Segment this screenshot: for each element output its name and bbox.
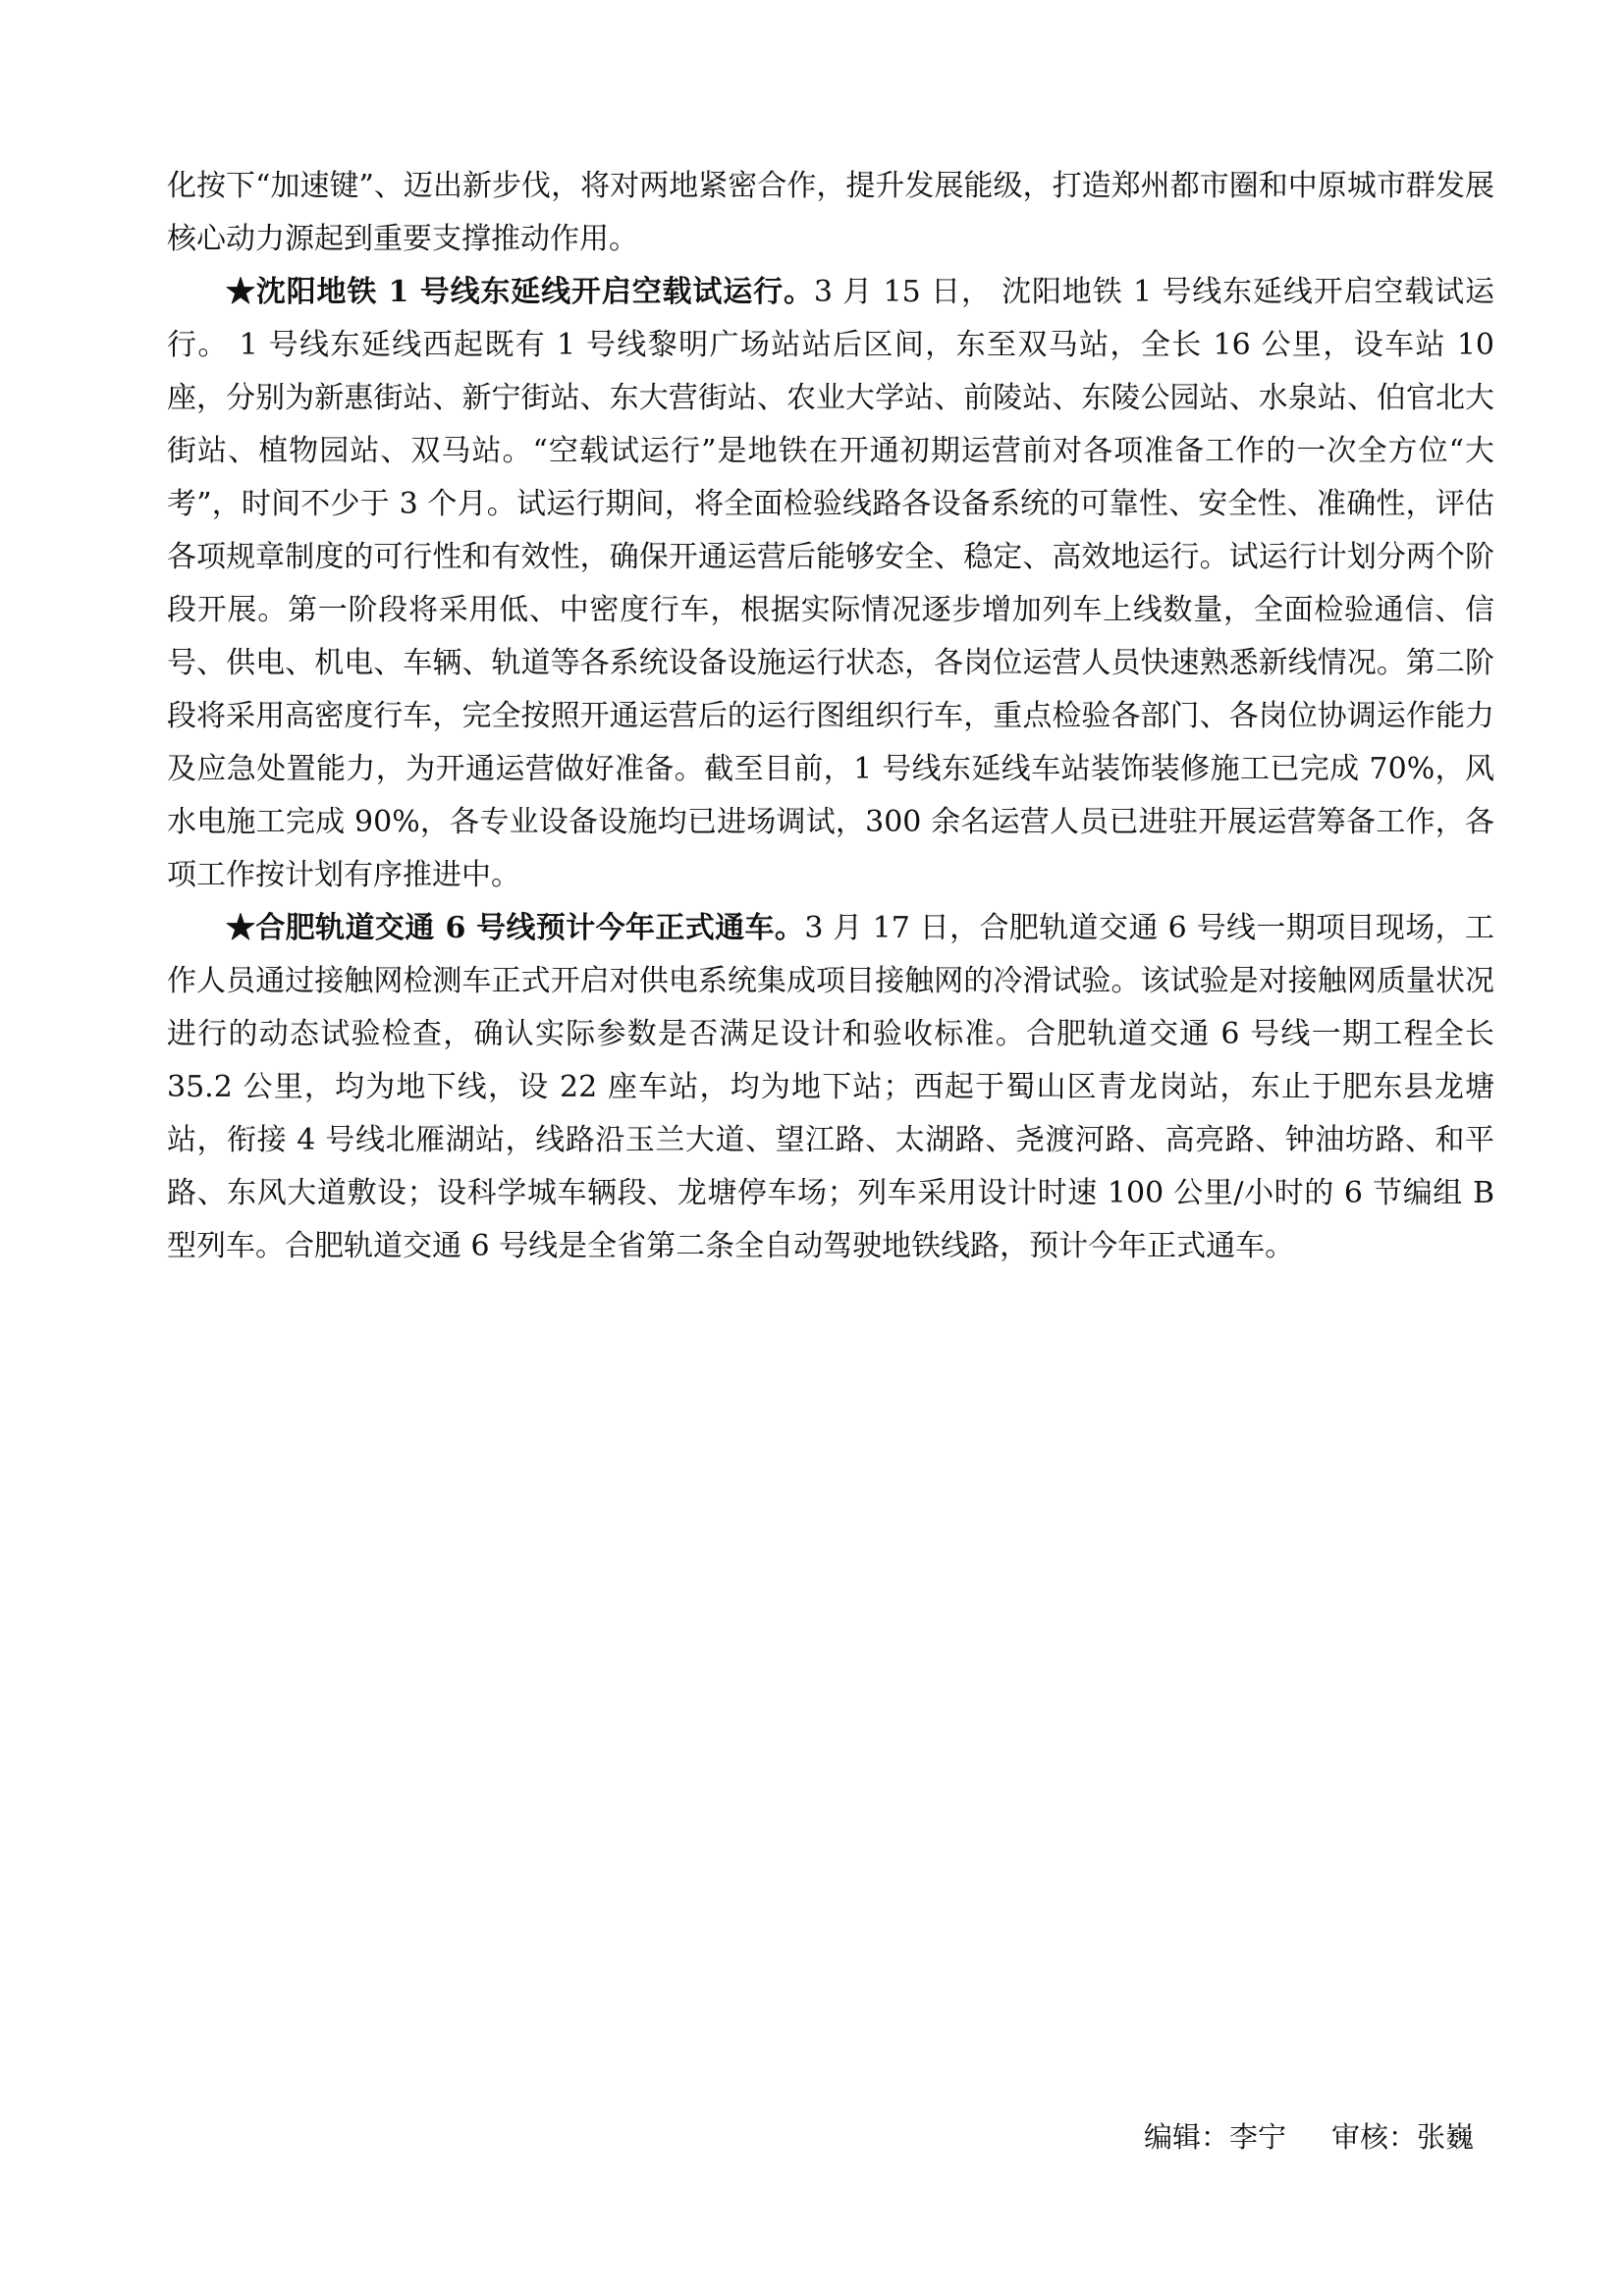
news-body: 3 月 17 日，合肥轨道交通 6 号线一期项目现场，工作人员通过接触网检测车正式开启对供电系统集成项目接触网的冷滑试验。该试验是对接触网质量状况进行的动态试验检查，确认实际参数是否满足设计和验收标准。合肥轨道交通 6 号线一期工程全长 35.2 公里，均为地下线，设 22 座车站，均为地下站；西起于蜀山区青龙岗站，东止于肥东县龙塘站，衔接 4 号线北雁湖站，线路沿玉兰大道、望江路、太湖路、尧渡河路、高亮路、钟油坊路、和平路、东风大道敷设；设科学城车辆段、龙塘停车场；列车采用设计时速 100 公里/小时的 6 节编组 B 型列车。合肥轨道交通 6 号线是全省第二条全自动驾驶地铁线路，预计今年正式通车。 — [167, 911, 1495, 1263]
article-body — [167, 160, 1494, 1273]
news-headline: ★合肥轨道交通 6 号线预计今年正式通车。 — [226, 911, 805, 945]
paragraph-continuation — [167, 160, 1494, 266]
news-headline: ★沈阳地铁 1 号线东延线开启空载试运行。 — [226, 275, 814, 309]
editor-label: 编辑：李宁 — [1144, 2120, 1287, 2154]
news-item-shenyang-metro — [167, 266, 1494, 902]
editor-credits — [1144, 2117, 1474, 2157]
reviewer-label: 审核：张巍 — [1331, 2120, 1475, 2154]
news-body: 3 月 15 日， 沈阳地铁 1 号线东延线开启空载试运行。 1 号线东延线西起既有 1 号线黎明广场站站后区间，东至双马站，全长 16 公里，设车站 10 座，分别为新惠街站、新宁街站、东大营街站、农业大学站、前陵站、东陵公园站、水泉站、伯官北大街站、植物园站、双马站。“空载试运行”是地铁在开通初期运营前对各项准备工作的一次全方位“大考”，时间不少于 3 个月。试运行期间，将全面检验线路各设备系统的可靠性、安全性、准确性，评估各项规章制度的可行性和有效性，确保开通运营后能够安全、稳定、高效地运行。试运行计划分两个阶段开展。第一阶段将采用低、中密度行车，根据实际情况逐步增加列车上线数量，全面检验通信、信号、供电、机电、车辆、轨道等各系统设备设施运行状态，各岗位运营人员快速熟悉新线情况。第二阶段将采用高密度行车，完全按照开通运营后的运行图组织行车，重点检验各部门、各岗位协调运作能力及应急处置能力，为开通运营做好准备。截至目前，1 号线东延线车站装饰装修施工已完成 70%，风水电施工完成 90%，各专业设备设施均已进场调试，300 余名运营人员已进驻开展运营筹备工作，各项工作按计划有序推进中。 — [167, 275, 1494, 892]
news-item-hefei-rail — [167, 902, 1494, 1273]
paragraph-body: 化按下“加速键”、迈出新步伐，将对两地紧密合作，提升发展能级，打造郑州都市圈和中原城市群发展核心动力源起到重要支撑推动作用。 — [167, 169, 1494, 256]
